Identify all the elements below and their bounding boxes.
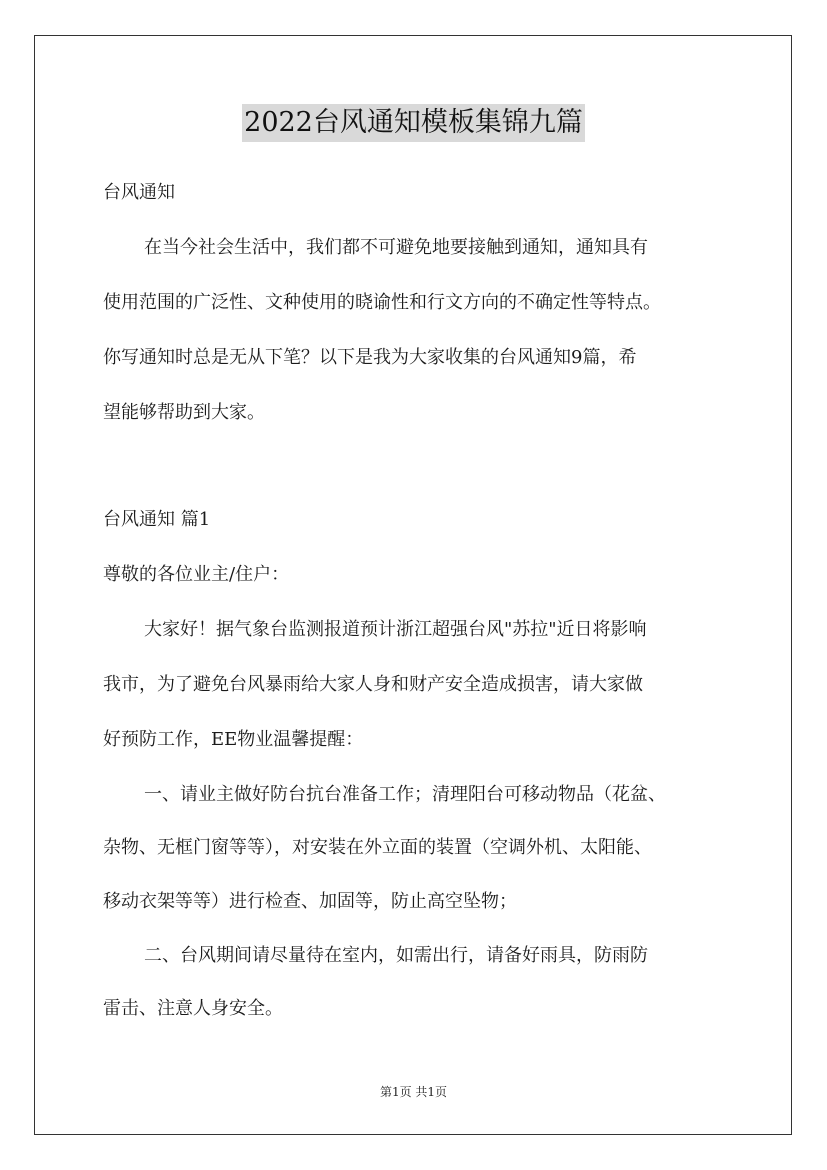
section-heading-part1: 台风通知 篇1 [103,509,211,530]
paragraph-line: 雷击、注意人身安全。 [103,998,283,1019]
paragraph-line: 望能够帮助到大家。 [103,402,265,423]
paragraph-line: 我市，为了避免台风暴雨给大家人身和财产安全造成损害，请大家做 [103,674,643,695]
paragraph-line: 使用范围的广泛性、文种使用的晓谕性和行文方向的不确定性等特点。 [103,292,661,313]
paragraph-line: 一、请业主做好防台抗台准备工作；清理阳台可移动物品（花盆、 [144,784,666,805]
paragraph-line: 在当今社会生活中，我们都不可避免地要接触到通知，通知具有 [144,237,648,258]
paragraph-line: 你写通知时总是无从下笔？以下是我为大家收集的台风通知9篇，希 [103,347,637,368]
section-heading-intro: 台风通知 [103,182,175,203]
paragraph-line: 杂物、无框门窗等等），对安装在外立面的装置（空调外机、太阳能、 [103,837,652,858]
paragraph-line: 大家好！据气象台监测报道预计浙江超强台风"苏拉"近日将影响 [144,619,647,640]
document-title: 2022台风通知模板集锦九篇 [242,104,585,142]
page-footer: 第1页 共1页 [379,1085,448,1099]
salutation: 尊敬的各位业主/住户： [103,564,290,585]
paragraph-line: 移动衣架等等）进行检查、加固等，防止高空坠物； [103,891,517,912]
paragraph-line: 好预防工作，EE物业温馨提醒： [103,729,364,750]
title-container [0,104,827,142]
paragraph-line: 二、台风期间请尽量待在室内，如需出行，请备好雨具，防雨防 [144,945,648,966]
